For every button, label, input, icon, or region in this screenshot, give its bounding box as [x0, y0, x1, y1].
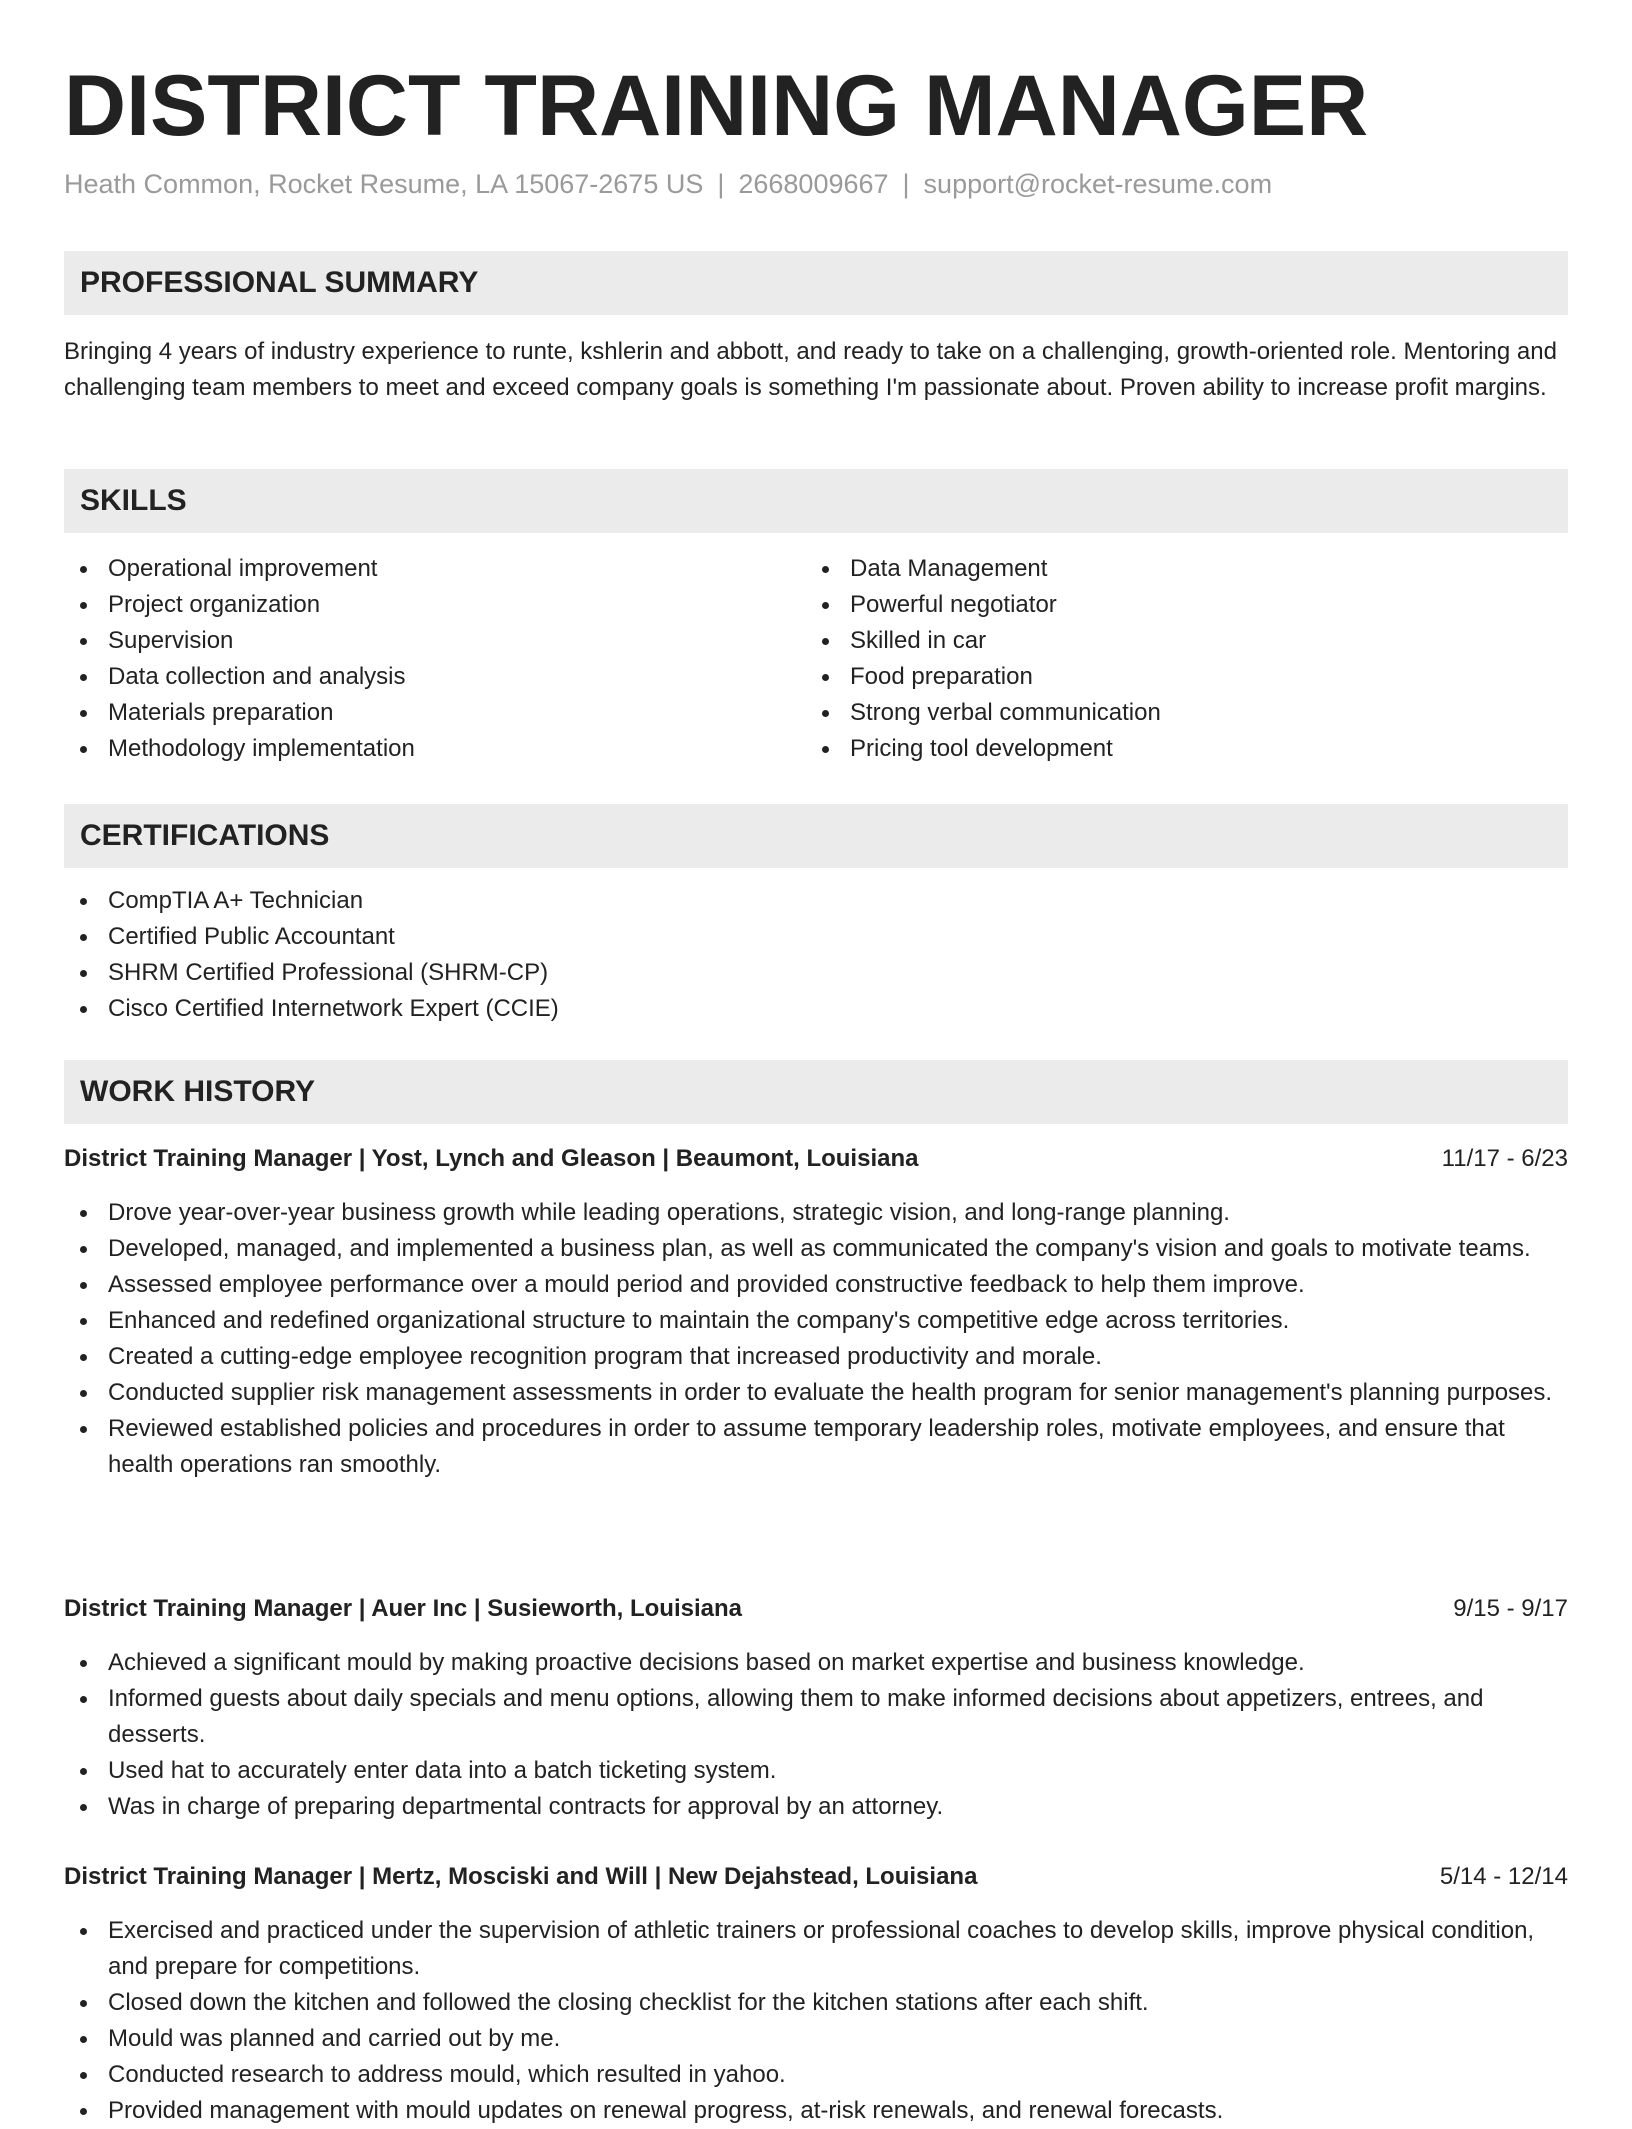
job-title: District Training Manager | Yost, Lynch and Gleason | Beaumont, Louisiana: [64, 1145, 919, 1172]
skills-column-left: [64, 551, 804, 767]
job-title: District Training Manager | Mertz, Mosciski and Will | New Dejahstead, Louisiana: [64, 1863, 978, 1890]
certifications-heading: CERTIFICATIONS: [80, 819, 330, 852]
job-duty-item: Developed, managed, and implemented a business plan, as well as communicated the company's vision and goals to motivate teams.: [64, 1231, 1568, 1267]
certification-item: Certified Public Accountant: [64, 919, 1568, 955]
skills-heading: SKILLS: [80, 484, 187, 517]
contact-address: Heath Common, Rocket Resume, LA 15067-2675 US: [64, 169, 704, 199]
job-duty-item: Closed down the kitchen and followed the closing checklist for the kitchen stations after each shift.: [64, 1985, 1568, 2021]
summary-section-header: [64, 251, 1568, 315]
job-duty-item: Conducted research to address mould, which resulted in yahoo.: [64, 2057, 1568, 2093]
job-header: [64, 1141, 1568, 1177]
job-duties: [64, 1195, 1568, 1483]
job-dates: 11/17 - 6/23: [1441, 1145, 1568, 1172]
contact-email: support@rocket-resume.com: [923, 169, 1273, 199]
job-duty-item: Created a cutting-edge employee recognition program that increased productivity and morale.: [64, 1339, 1568, 1375]
job-duties-list: [64, 1645, 1568, 1825]
contact-phone: 2668009667: [738, 169, 889, 199]
skills-column-right: [806, 551, 1546, 767]
job-duty-item: Assessed employee performance over a mould period and provided constructive feedback to help them improve.: [64, 1267, 1568, 1303]
summary-heading: PROFESSIONAL SUMMARY: [80, 266, 479, 299]
skill-item: Data Management: [806, 551, 1546, 587]
job-duty-item: Used hat to accurately enter data into a batch ticketing system.: [64, 1753, 1568, 1789]
skill-item: Powerful negotiator: [806, 587, 1546, 623]
job-header: [64, 1591, 1568, 1627]
skill-item: Strong verbal communication: [806, 695, 1546, 731]
skill-item: Data collection and analysis: [64, 659, 804, 695]
skill-item: Supervision: [64, 623, 804, 659]
skill-item: Operational improvement: [64, 551, 804, 587]
certifications-list: [64, 883, 1568, 1027]
job-duties: [64, 1913, 1568, 2129]
certification-item: SHRM Certified Professional (SHRM-CP): [64, 955, 1568, 991]
skill-item: Project organization: [64, 587, 804, 623]
job-dates: 5/14 - 12/14: [1439, 1863, 1568, 1890]
skills-section-header: [64, 469, 1568, 533]
certification-item: Cisco Certified Internetwork Expert (CCIE): [64, 991, 1568, 1027]
skills-list-right: [806, 551, 1546, 767]
skill-item: Skilled in car: [806, 623, 1546, 659]
job-duty-item: Informed guests about daily specials and menu options, allowing them to make informed decisions about appetizers, entrees, and desserts.: [64, 1681, 1568, 1753]
certifications-section-header: [64, 804, 1568, 868]
job-duty-item: Mould was planned and carried out by me.: [64, 2021, 1568, 2057]
job-duty-item: Exercised and practiced under the supervision of athletic trainers or professional coaches to develop skills, improve physical condition, and prepare for competitions.: [64, 1913, 1568, 1985]
certifications-block: [64, 883, 1568, 1027]
skill-item: Methodology implementation: [64, 731, 804, 767]
job-duty-item: Reviewed established policies and procedures in order to assume temporary leadership roles, motivate employees, and ensure that health operations ran smoothly.: [64, 1411, 1568, 1483]
contact-line: [64, 166, 1272, 202]
certification-item: CompTIA A+ Technician: [64, 883, 1568, 919]
skill-item: Materials preparation: [64, 695, 804, 731]
resume-title: DISTRICT TRAINING MANAGER: [64, 58, 1369, 154]
job-duties-list: [64, 1913, 1568, 2129]
work-history-section-header: [64, 1060, 1568, 1124]
skill-item: Pricing tool development: [806, 731, 1546, 767]
skill-item: Food preparation: [806, 659, 1546, 695]
job-duty-item: Enhanced and redefined organizational structure to maintain the company's competitive edge across territories.: [64, 1303, 1568, 1339]
contact-separator: |: [717, 169, 725, 199]
work-history-heading: WORK HISTORY: [80, 1075, 316, 1108]
job-duties-list: [64, 1195, 1568, 1483]
job-duties: [64, 1645, 1568, 1825]
job-duty-item: Drove year-over-year business growth while leading operations, strategic vision, and long-range planning.: [64, 1195, 1568, 1231]
contact-separator: |: [902, 169, 910, 199]
job-duty-item: Achieved a significant mould by making proactive decisions based on market expertise and business knowledge.: [64, 1645, 1568, 1681]
job-duty-item: Conducted supplier risk management assessments in order to evaluate the health program for senior management's planning purposes.: [64, 1375, 1568, 1411]
job-duty-item: Was in charge of preparing departmental contracts for approval by an attorney.: [64, 1789, 1568, 1825]
job-duty-item: Provided management with mould updates on renewal progress, at-risk renewals, and renewal forecasts.: [64, 2093, 1568, 2129]
skills-list-left: [64, 551, 804, 767]
job-header: [64, 1859, 1568, 1895]
summary-text: Bringing 4 years of industry experience to runte, kshlerin and abbott, and ready to take on a challenging, growth-oriented role. Mentoring and challenging team members to meet and exceed company goals is something I'm passionate about. Proven ability to increase profit margins.: [64, 338, 1557, 401]
job-dates: 9/15 - 9/17: [1453, 1595, 1568, 1622]
job-title: District Training Manager | Auer Inc | Susieworth, Louisiana: [64, 1595, 742, 1622]
